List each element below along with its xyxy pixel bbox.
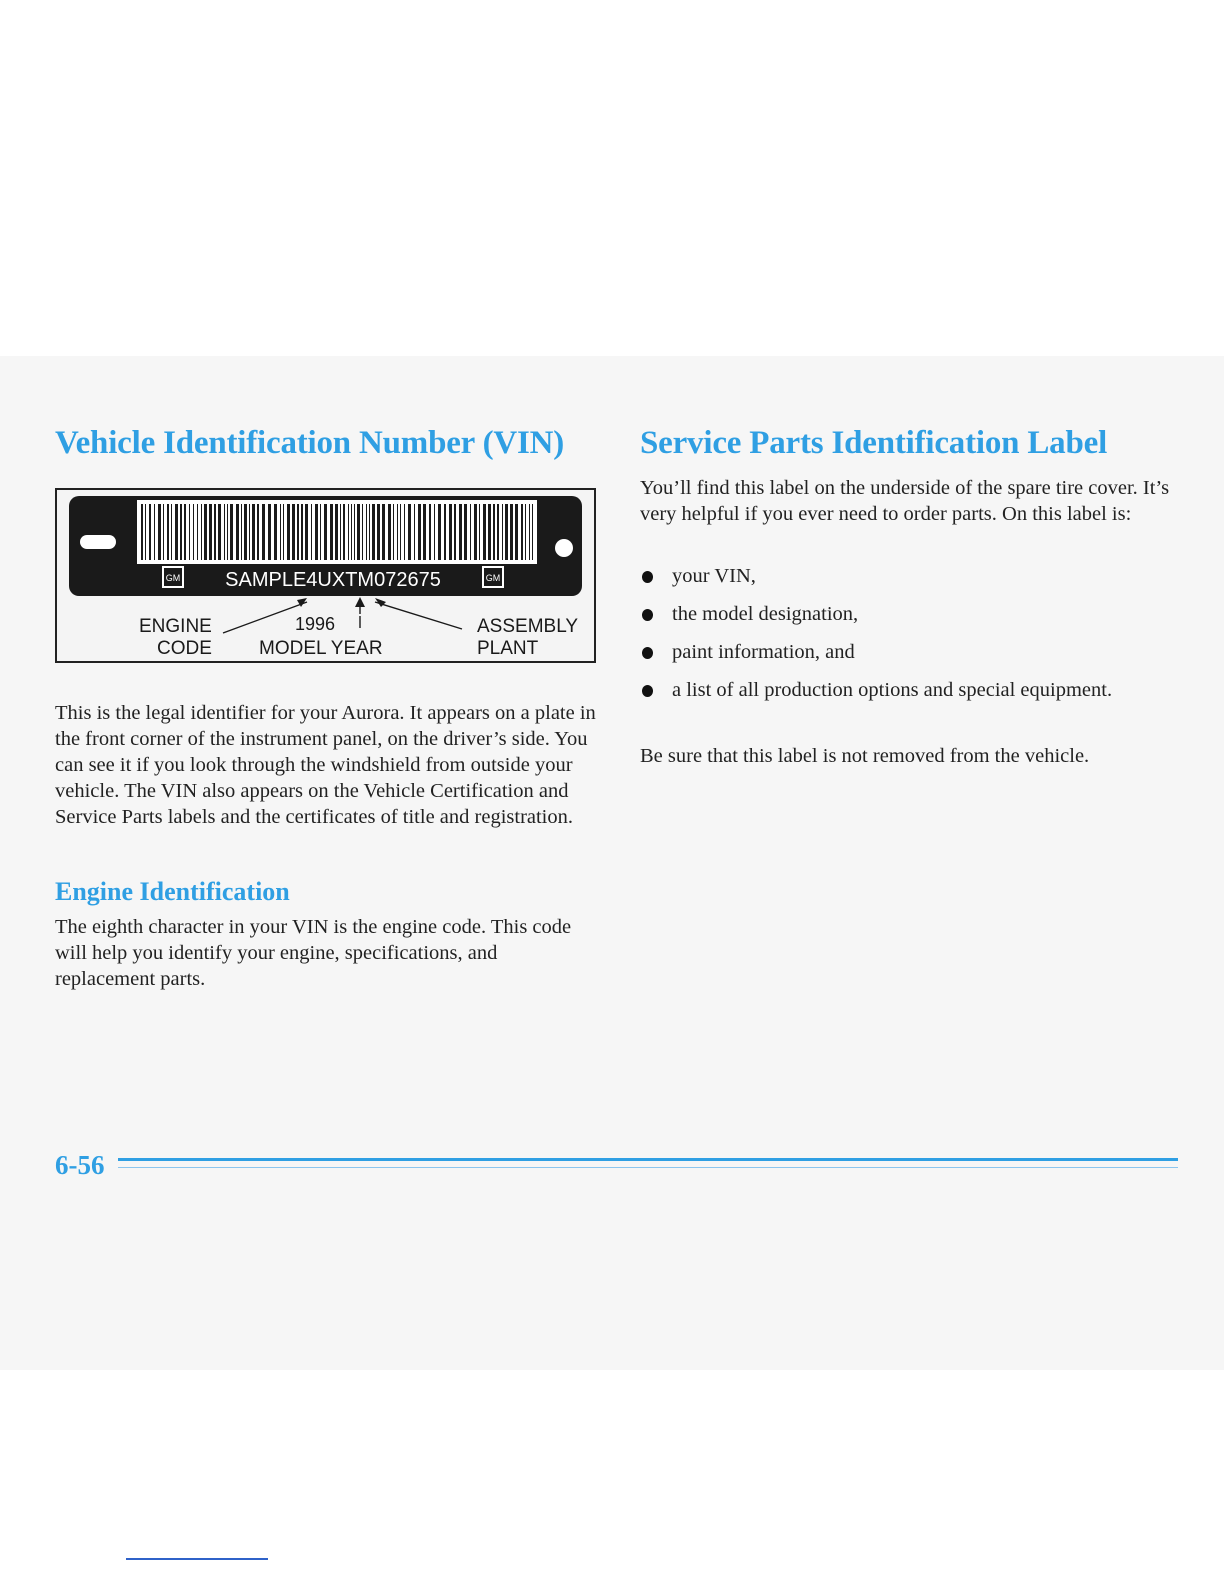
model-year-label: MODEL YEAR <box>259 638 383 659</box>
barcode-bar <box>366 504 367 560</box>
barcode-bar <box>227 504 228 560</box>
barcode-bar <box>224 504 225 560</box>
barcode-bar <box>171 504 172 560</box>
barcode-bar <box>474 504 477 560</box>
barcode-bar <box>292 504 295 560</box>
bullet-icon <box>642 647 653 659</box>
barcode-bar <box>305 504 308 560</box>
barcode-bar <box>262 504 265 560</box>
engine-label: ENGINE <box>139 616 212 637</box>
barcode-bar <box>470 504 471 560</box>
plate-slot-left <box>80 535 116 549</box>
barcode-bar <box>340 504 341 560</box>
service-parts-intro: You’ll find this label on the underside of the spare tire cover. It’s very helpful if you ever need to order parts. On this label is: <box>640 477 1170 525</box>
barcode-bar <box>241 504 242 560</box>
barcode-bar <box>351 504 352 560</box>
barcode-bar <box>348 504 349 560</box>
plate-hole-right <box>555 539 573 557</box>
barcode-bar <box>252 504 255 560</box>
service-parts-list <box>640 563 1160 715</box>
bottom-tab-mark <box>126 1558 268 1560</box>
barcode-bar <box>529 504 530 560</box>
barcode-bar <box>369 504 370 560</box>
footer-rule-thin <box>118 1167 1178 1168</box>
barcode-bar <box>197 504 198 560</box>
barcode-bar <box>388 504 391 560</box>
barcode-bar <box>429 504 431 560</box>
vin-heading: Vehicle Identification Number (VIN) <box>55 425 565 461</box>
barcode-bar <box>268 504 271 560</box>
assembly-label: ASSEMBLY <box>477 616 579 637</box>
barcode-bar <box>274 504 277 560</box>
barcode-bar <box>454 504 456 560</box>
footer-rule <box>118 1158 1178 1161</box>
barcode-bar <box>397 504 398 560</box>
barcode-bar <box>193 504 194 560</box>
barcode-bar <box>502 504 503 560</box>
barcode-bar <box>382 504 385 560</box>
barcode-bar <box>209 504 212 560</box>
barcode-bar <box>483 504 486 560</box>
vin-plate-figure <box>55 488 596 663</box>
barcode-bar <box>408 504 411 560</box>
barcode-bar <box>320 504 321 560</box>
bullet-icon <box>642 571 653 583</box>
barcode-bar <box>244 504 247 560</box>
engine-identification-heading: Engine Identification <box>55 877 290 906</box>
engine-description: The eighth character in your VIN is the engine code. This code will help you identify your engine, specifications, and replacement parts. <box>55 916 572 990</box>
vin-callout-arrows <box>297 597 386 607</box>
barcode-bar <box>180 504 182 560</box>
barcode-bar <box>434 504 435 560</box>
barcode-bar <box>505 504 508 560</box>
barcode-bar <box>357 504 360 560</box>
barcode-bar <box>311 504 312 560</box>
barcode-bar <box>145 504 146 560</box>
barcode-bar <box>218 504 221 560</box>
barcode-bar <box>532 504 533 560</box>
vin-callout-lines <box>223 602 462 633</box>
barcode-bar <box>315 504 318 560</box>
barcode-bar <box>510 504 513 560</box>
barcode-bar <box>423 504 426 560</box>
barcode-bar <box>204 504 207 560</box>
vin-number-text: SAMPLE4UXTM072675 <box>225 569 441 591</box>
barcode-bar <box>230 504 233 560</box>
gm-logo-right <box>482 566 504 588</box>
barcode-bar <box>459 504 462 560</box>
vin-plate-illustration <box>57 490 594 661</box>
plant-label: PLANT <box>477 638 539 659</box>
assembly-plant-line <box>375 602 462 629</box>
list-item <box>640 601 1160 627</box>
barcode-bar <box>515 504 518 560</box>
barcode-bar <box>479 504 480 560</box>
barcode-bar <box>149 504 151 560</box>
service-parts-heading: Service Parts Identification Label <box>640 425 1108 461</box>
code-label: CODE <box>157 638 212 659</box>
barcode-bar <box>464 504 467 560</box>
barcode-bar <box>418 504 421 560</box>
barcode-bar <box>167 504 169 560</box>
barcode-bar <box>163 504 164 560</box>
barcode-bar <box>141 504 143 560</box>
barcode-bar <box>214 504 216 560</box>
barcode-bar <box>521 504 523 560</box>
list-item-text: paint information, and <box>672 641 855 663</box>
bullet-icon <box>642 609 653 621</box>
list-item-text: a list of all production options and special equipment. <box>672 679 1113 701</box>
barcode-bar <box>330 504 333 560</box>
barcode-bar <box>449 504 452 560</box>
gm-logo-right-text: GM <box>485 573 501 583</box>
list-item-text: the model designation, <box>672 603 859 625</box>
barcode-bar <box>301 504 303 560</box>
barcode-bar <box>324 504 327 560</box>
barcode-bar <box>184 504 186 560</box>
barcode-bar <box>400 504 401 560</box>
list-item <box>640 639 1160 665</box>
barcode-bar <box>189 504 190 560</box>
page-number: 6-56 <box>55 1150 105 1180</box>
barcode-bar <box>438 504 441 560</box>
barcode-bar <box>372 504 375 560</box>
barcode-bar <box>335 504 338 560</box>
gm-logo-left-text: GM <box>165 573 181 583</box>
vin-description: This is the legal identifier for your Aurora. It appears on a plate in the front corner of the instrument panel, on the driver’s side. You can see it if you look through the windshield from outside your vehicle. The VIN also appears on the Vehicle Certification and Service Parts labels and the certificates of title and registration. <box>55 702 596 828</box>
barcode-bar <box>287 504 290 560</box>
barcode-bar <box>414 504 415 560</box>
barcode-bar <box>354 504 355 560</box>
barcode-bar <box>154 504 155 560</box>
barcode-bar <box>525 504 526 560</box>
barcode-bar <box>343 504 345 560</box>
year-label: 1996 <box>295 614 336 634</box>
barcode-bar <box>201 504 202 560</box>
list-item-text: your VIN, <box>672 565 756 587</box>
barcode-bar <box>393 504 394 560</box>
barcode-bar <box>158 504 161 560</box>
barcode-bar <box>280 504 281 560</box>
barcode-bar <box>249 504 250 560</box>
list-item <box>640 563 1160 589</box>
model-year-arrow-head <box>355 597 365 607</box>
service-parts-closing: Be sure that this label is not removed from the vehicle. <box>640 745 1090 767</box>
list-item <box>640 677 1160 703</box>
barcode-bar <box>497 504 499 560</box>
barcode-bar <box>297 504 299 560</box>
barcode-bar <box>257 504 259 560</box>
barcode-bar <box>377 504 380 560</box>
bullet-icon <box>642 685 653 697</box>
gm-logo-left <box>162 566 184 588</box>
barcode-bar <box>444 504 446 560</box>
barcode-bar <box>236 504 239 560</box>
barcode-bar <box>175 504 178 560</box>
barcode-bar <box>362 504 363 560</box>
barcode-bar <box>404 504 405 560</box>
barcode-bar <box>493 504 495 560</box>
barcode-bar <box>283 504 284 560</box>
barcode-bar <box>488 504 491 560</box>
